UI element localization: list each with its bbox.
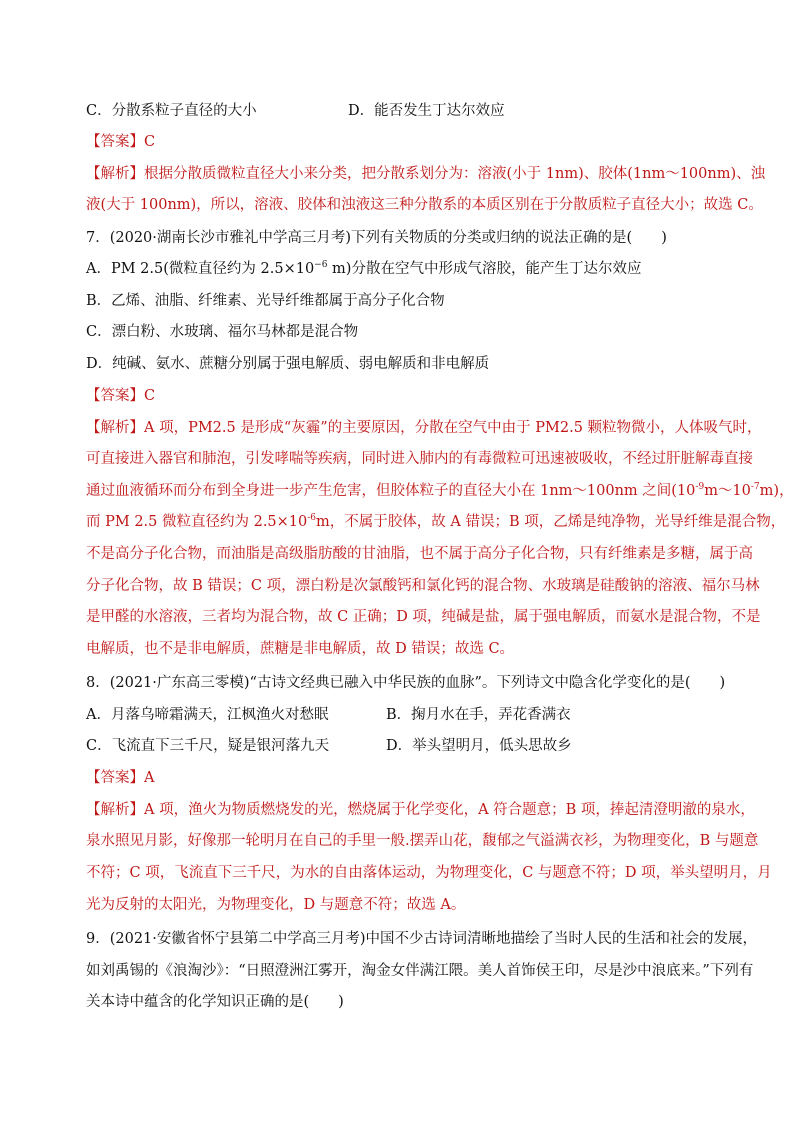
q7-option-d: D．纯碱、氨水、蔗糖分别属于强电解质、弱电解质和非电解质 (86, 356, 490, 372)
q7-analysis-tag: 【解析】 (86, 420, 144, 436)
q8-options-ab (86, 705, 726, 725)
q9-stem-line-1: 9．(2021·安徽省怀宁县第二中学高三月考)中国不少古诗词清晰地描绘了当时人民的生活和社会的发展， (86, 931, 758, 947)
q7-option-b: B．乙烯、油脂、纤维素、光导纤维都属于高分子化合物 (86, 293, 445, 309)
q8-stem: 8．(2021·广东高三零模)“古诗文经典已融入中华民族的血脉”。下列诗文中隐含化学变化的是( ) (86, 675, 726, 691)
q8-option-d: D．举头望明月，低头思故乡 (386, 738, 572, 754)
q6-options-cd (86, 101, 726, 121)
q8-options-cd (86, 736, 726, 756)
q8-answer-value: A (144, 770, 155, 786)
q9-stem-line-3: 关本诗中蕴含的化学知识正确的是( ) (86, 994, 344, 1010)
q7-stem: 7．(2020·湖南长沙市雅礼中学高三月考)下列有关物质的分类或归纳的说法正确的是( ) (86, 230, 667, 246)
q7-answer (86, 386, 726, 406)
q7-analysis-line-2: 可直接进入器官和肺泡，引发哮喘等疾病，同时进入肺内的有毒微粒可迅速被吸收，不经过肝脏解毒直接 (86, 451, 753, 467)
q8-analysis-tag: 【解析】 (86, 802, 144, 818)
q7-answer-value: C (144, 388, 156, 404)
q7-analysis-line-5: 不是高分子化合物，而油脂是高级脂肪酸的甘油脂，也不属于高分子化合物，只有纤维素是多糖，属于高 (86, 546, 753, 562)
q8-option-a: A．月落乌啼霜满天，江枫渔火对愁眠 (86, 707, 329, 723)
q8-option-b: B．掬月水在手，弄花香满衣 (386, 707, 571, 723)
q6-answer-tag: 【答案】 (86, 134, 144, 150)
q6-analysis-line-2: 液(大于 100nm)，所以，溶液、胶体和浊液这三种分散系的本质区别在于分散质粒子直径大小；故选 C。 (86, 197, 763, 213)
q7-option-a: A．PM 2.5(微粒直径约为 $2.5\times 10^{-6}$ m)分散在空气中形成气溶胶，能产生丁达尔效应 (86, 260, 642, 277)
q6-analysis-tag: 【解析】 (86, 166, 144, 182)
q7-analysis-line-8: 电解质，也不是非电解质，蔗糖是非电解质，故 D 错误；故选 C。 (86, 641, 515, 657)
q6-answer-value: C (144, 134, 156, 150)
q8-analysis-line-1: 【解析】A 项，渔火为物质燃烧发的光，燃烧属于化学变化，A 符合题意；B 项，捧起清澄明澈的泉水， (86, 802, 755, 818)
q8-analysis-line-4: 光为反射的太阳光，为物理变化，D 与题意不符；故选 A。 (86, 897, 466, 913)
q8-answer-tag: 【答案】 (86, 770, 144, 786)
q6-analysis-line-1 (86, 164, 766, 184)
q7-analysis-line-4: 而 PM 2.5 微粒直径约为 $2.5\times 10^{-6}m$，不属于胶体，故 A 错误；B 项，乙烯是纯净物，光导纤维是混合物， (86, 513, 786, 530)
q8-answer (86, 768, 726, 788)
q6-option-d: D．能否发生丁达尔效应 (348, 103, 505, 119)
q6-analysis-text-1: 根据分散质微粒直径大小来分类，把分散系划分为：溶液(小于 1nm)、胶体(1nm～100nm)、浊 (144, 166, 766, 182)
q7-analysis-line-6: 分子化合物，故 B 错误；C 项，漂白粉是次氯酸钙和氯化钙的混合物、水玻璃是硅酸钠的溶液、福尔马林 (86, 578, 760, 594)
q8-option-c: C．飞流直下三千尺，疑是银河落九天 (86, 738, 330, 754)
q6-answer (86, 132, 726, 152)
q8-analysis-line-2: 泉水照见月影，好像那一轮明月在自己的手里一般.摆弄山花，馥郁之气溢满衣衫，为物理变化，B 与题意 (86, 833, 759, 849)
q7-analysis-line-1: 【解析】A 项，PM2.5 是形成“灰霾”的主要原因，分散在空气中由于 PM2.5 颗粒物微小，人体吸气时， (86, 420, 762, 436)
q7-answer-tag: 【答案】 (86, 388, 144, 404)
q9-stem-line-2: 如刘禹锡的《浪淘沙》：“日照澄洲江雾开，淘金女伴满江隈。美人首饰侯王印，尽是沙中浪底来。”下列有 (86, 963, 754, 979)
q7-analysis-line-3: 通过血液循环而分布到全身进一步产生危害，但胶体粒子的直径大小在 1nm～100nm 之间$(10^{-9}m\sim 10^{-7}m)$， (86, 482, 794, 499)
q6-option-c: C．分散系粒子直径的大小 (86, 103, 257, 119)
q7-option-c: C．漂白粉、水玻璃、福尔马林都是混合物 (86, 324, 359, 340)
q8-analysis-line-3: 不符；C 项，飞流直下三千尺，为水的自由落体运动，为物理变化，C 与题意不符；D 项，举头望明月，月 (86, 865, 772, 881)
q7-analysis-line-7: 是甲醛的水溶液，三者均为混合物，故 C 正确；D 项，纯碱是盐，属于强电解质，而氨水是混合物，不是 (86, 609, 761, 625)
